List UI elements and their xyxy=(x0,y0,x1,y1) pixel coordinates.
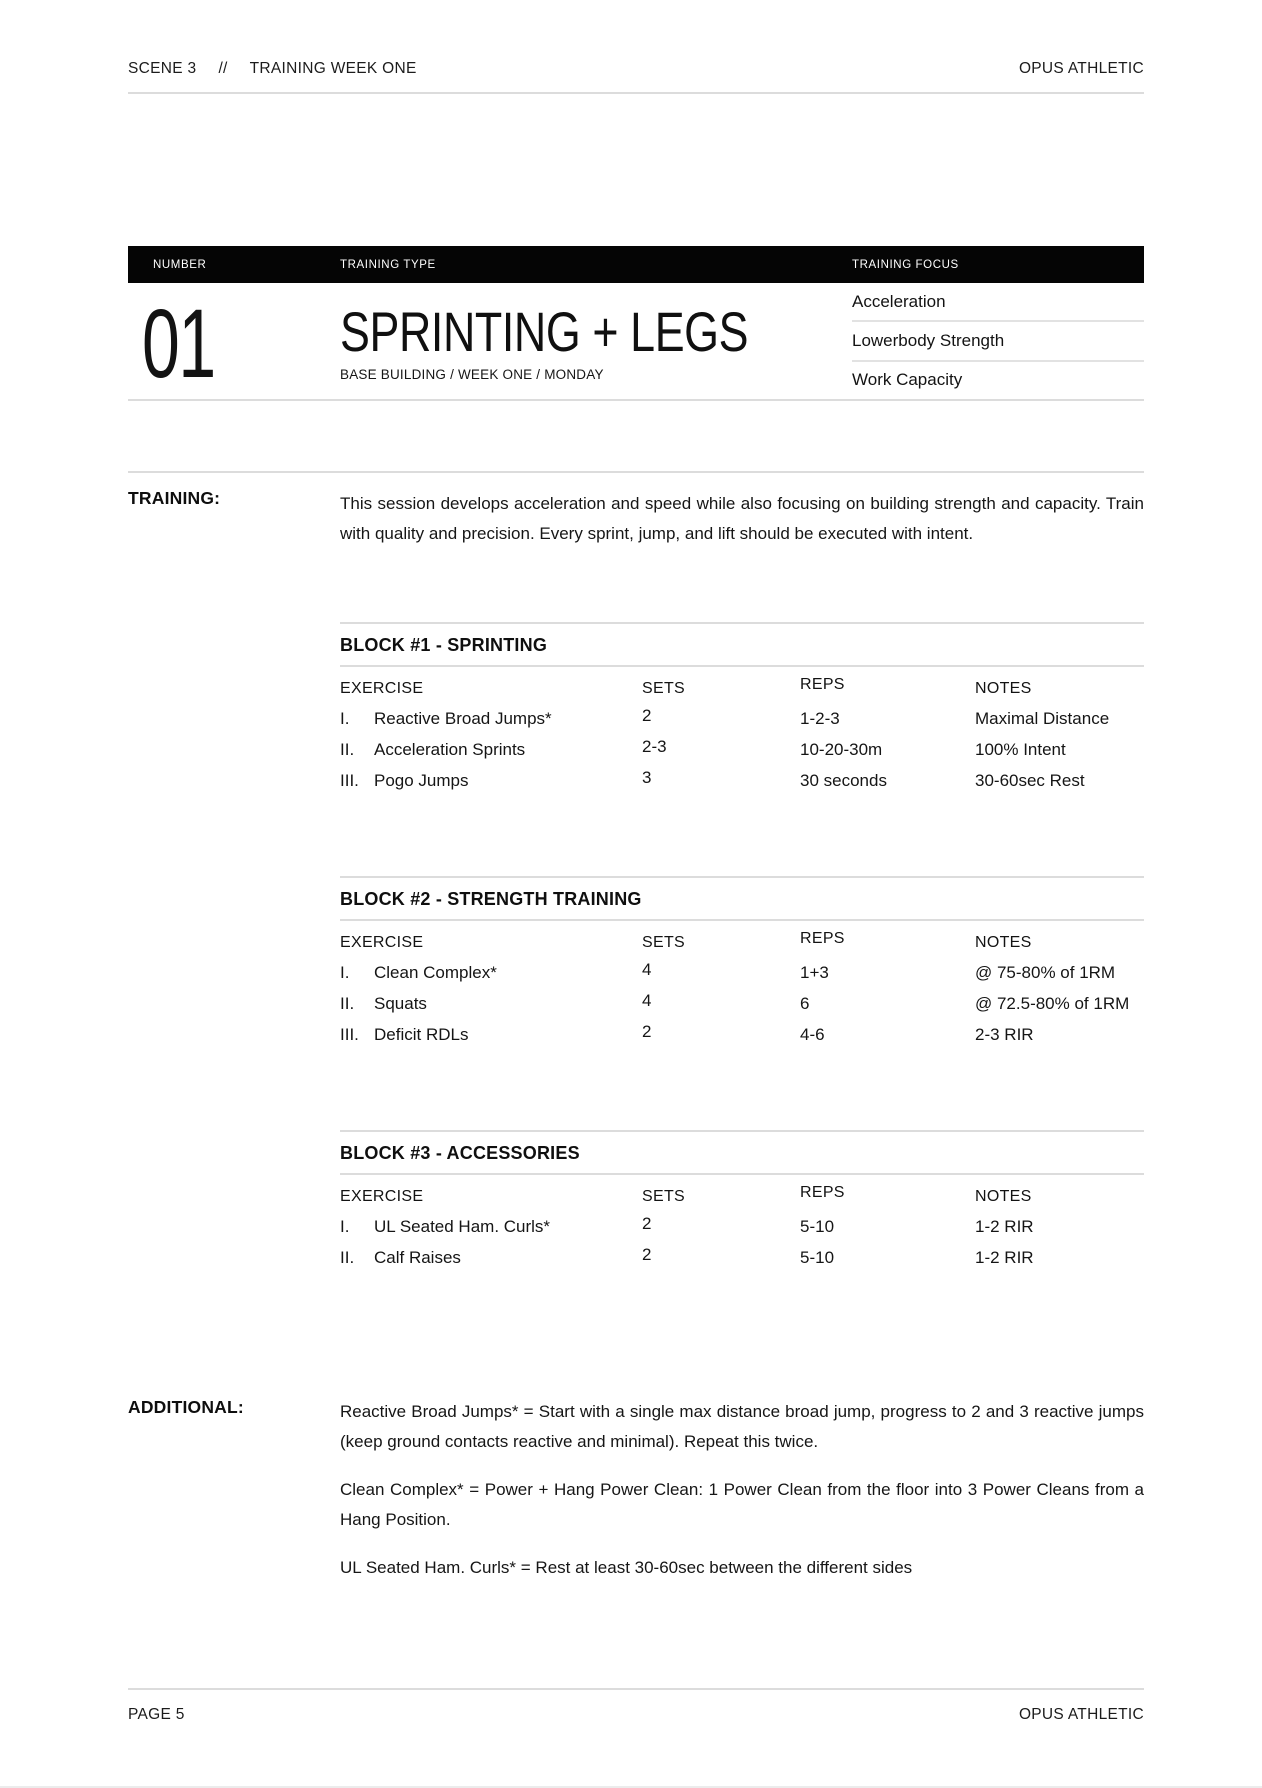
session-title-cell xyxy=(340,283,852,399)
session-card-bottom-divider xyxy=(128,399,1144,401)
additional-section-label: ADDITIONAL: xyxy=(128,1397,244,1417)
header-separator: // xyxy=(218,60,228,77)
column-header-sets: SETS xyxy=(642,934,685,951)
notes-value: @ 75-80% of 1RM xyxy=(975,963,1116,982)
notes-value: 100% Intent xyxy=(975,740,1066,759)
exercise-name: Acceleration Sprints xyxy=(374,740,526,759)
column-header-sets: SETS xyxy=(642,1188,685,1205)
exercise-cell xyxy=(340,740,642,760)
exercise-row xyxy=(340,1022,1144,1045)
page-footer xyxy=(128,1688,1144,1724)
row-numeral: I. xyxy=(340,709,350,728)
column-header-sets: SETS xyxy=(642,680,685,697)
header-brand: OPUS ATHLETIC xyxy=(1018,60,1144,77)
exercise-name: Pogo Jumps xyxy=(374,771,469,790)
exercise-row xyxy=(340,1214,1144,1237)
sets-value: 2 xyxy=(642,1022,652,1041)
training-section xyxy=(128,488,1144,549)
session-header-bar xyxy=(128,246,1144,283)
footer-brand: OPUS ATHLETIC xyxy=(1018,1706,1144,1723)
row-numeral: II. xyxy=(340,740,355,759)
reps-value: 4-6 xyxy=(800,1025,825,1044)
block-title: BLOCK #1 - SPRINTING xyxy=(340,635,548,655)
footer-page-number: PAGE 5 xyxy=(128,1706,185,1723)
exercise-row xyxy=(340,991,1144,1014)
row-numeral: I. xyxy=(340,963,350,982)
column-header-reps: REPS xyxy=(800,1184,845,1201)
block-strength-training xyxy=(340,876,1144,1045)
block-title: BLOCK #2 - STRENGTH TRAINING xyxy=(340,889,642,909)
block-title: BLOCK #3 - ACCESSORIES xyxy=(340,1143,580,1163)
column-header-notes: NOTES xyxy=(975,1188,1032,1205)
sets-value: 2 xyxy=(642,706,652,725)
divider xyxy=(340,1173,1144,1175)
session-subtitle: BASE BUILDING / WEEK ONE / MONDAY xyxy=(340,367,604,382)
reps-value: 1+3 xyxy=(800,963,829,982)
training-focus-column-label: TRAINING FOCUS xyxy=(852,258,959,271)
reps-value: 5-10 xyxy=(800,1248,835,1267)
notes-value: 1-2 RIR xyxy=(975,1217,1034,1236)
block-accessories xyxy=(340,1130,1144,1268)
exercise-cell xyxy=(340,963,642,983)
row-numeral: III. xyxy=(340,771,359,790)
reps-value: 10-20-30m xyxy=(800,740,883,759)
sets-value: 2 xyxy=(642,1245,652,1264)
divider xyxy=(340,919,1144,921)
column-header-reps: REPS xyxy=(800,930,845,947)
session-title: SPRINTING + LEGS xyxy=(340,300,749,363)
section-divider xyxy=(128,471,1144,473)
row-numeral: II. xyxy=(340,994,355,1013)
exercise-name: Squats xyxy=(374,994,427,1013)
session-number: 01 xyxy=(142,289,215,398)
notes-value: @ 72.5-80% of 1RM xyxy=(975,994,1130,1013)
focus-item: Work Capacity xyxy=(852,360,1144,399)
focus-item: Acceleration xyxy=(852,291,946,311)
additional-notes xyxy=(340,1397,1144,1583)
additional-note: UL Seated Ham. Curls* = Rest at least 30-60sec between the different sides xyxy=(340,1558,913,1577)
focus-item: Lowerbody Strength xyxy=(852,320,1144,359)
header-section-title: TRAINING WEEK ONE xyxy=(249,60,417,77)
exercise-row xyxy=(340,706,1144,729)
exercise-cell xyxy=(340,1248,642,1268)
column-header-reps: REPS xyxy=(800,676,845,693)
header-left xyxy=(128,60,417,78)
exercise-name: UL Seated Ham. Curls* xyxy=(374,1217,551,1236)
header-scene: SCENE 3 xyxy=(128,60,197,77)
sets-value: 3 xyxy=(642,768,652,787)
table-header-row xyxy=(340,930,1144,952)
divider xyxy=(340,665,1144,667)
additional-note: Reactive Broad Jumps* = Start with a single max distance broad jump, progress to 2 and 3 reactive jumps (keep ground contacts reactive and minimal). Repeat this twice. xyxy=(340,1402,1144,1451)
row-numeral: II. xyxy=(340,1248,355,1267)
exercise-cell xyxy=(340,771,642,791)
training-description: This session develops acceleration and speed while also focusing on building strength and capacity. Train with quality and precision. Every sprint, jump, and lift should be executed with intent. xyxy=(340,494,1144,543)
exercise-cell xyxy=(340,1217,642,1237)
exercise-row xyxy=(340,1245,1144,1268)
sets-value: 2-3 xyxy=(642,737,667,756)
sets-value: 2 xyxy=(642,1214,652,1233)
exercise-cell xyxy=(340,994,642,1014)
exercise-row xyxy=(340,768,1144,791)
reps-value: 1-2-3 xyxy=(800,709,840,728)
session-number-cell xyxy=(128,283,340,399)
table-header-row xyxy=(340,1184,1144,1206)
page-header xyxy=(128,0,1144,78)
sets-value: 4 xyxy=(642,960,652,979)
header-divider xyxy=(128,92,1144,94)
reps-value: 30 seconds xyxy=(800,771,887,790)
additional-note: Clean Complex* = Power + Hang Power Clean: 1 Power Clean from the floor into 3 Power Cleans from a Hang Position. xyxy=(340,1480,1144,1529)
sets-value: 4 xyxy=(642,991,652,1010)
notes-value: 2-3 RIR xyxy=(975,1025,1034,1044)
column-header-notes: NOTES xyxy=(975,934,1032,951)
session-card-body xyxy=(128,283,1144,399)
exercise-name: Reactive Broad Jumps* xyxy=(374,709,552,728)
exercise-name: Calf Raises xyxy=(374,1248,461,1267)
notes-value: Maximal Distance xyxy=(975,709,1110,728)
column-header-exercise: EXERCISE xyxy=(340,680,424,697)
block-sprinting xyxy=(340,622,1144,791)
session-card xyxy=(128,246,1144,399)
row-numeral: III. xyxy=(340,1025,359,1044)
exercise-cell xyxy=(340,709,642,729)
exercise-blocks xyxy=(340,622,1144,1268)
column-header-exercise: EXERCISE xyxy=(340,934,424,951)
training-focus-list xyxy=(852,283,1144,399)
row-numeral: I. xyxy=(340,1217,350,1236)
training-type-column-label: TRAINING TYPE xyxy=(340,258,436,271)
exercise-name: Clean Complex* xyxy=(374,963,497,982)
training-section-label: TRAINING: xyxy=(128,488,221,508)
additional-section xyxy=(128,1397,1144,1583)
column-header-notes: NOTES xyxy=(975,680,1032,697)
exercise-cell xyxy=(340,1025,642,1045)
reps-value: 5-10 xyxy=(800,1217,835,1236)
exercise-row xyxy=(340,737,1144,760)
column-header-exercise: EXERCISE xyxy=(340,1188,424,1205)
exercise-row xyxy=(340,960,1144,983)
notes-value: 1-2 RIR xyxy=(975,1248,1034,1267)
table-header-row xyxy=(340,676,1144,698)
number-column-label: NUMBER xyxy=(153,258,207,271)
notes-value: 30-60sec Rest xyxy=(975,771,1085,790)
reps-value: 6 xyxy=(800,994,810,1013)
exercise-name: Deficit RDLs xyxy=(374,1025,469,1044)
